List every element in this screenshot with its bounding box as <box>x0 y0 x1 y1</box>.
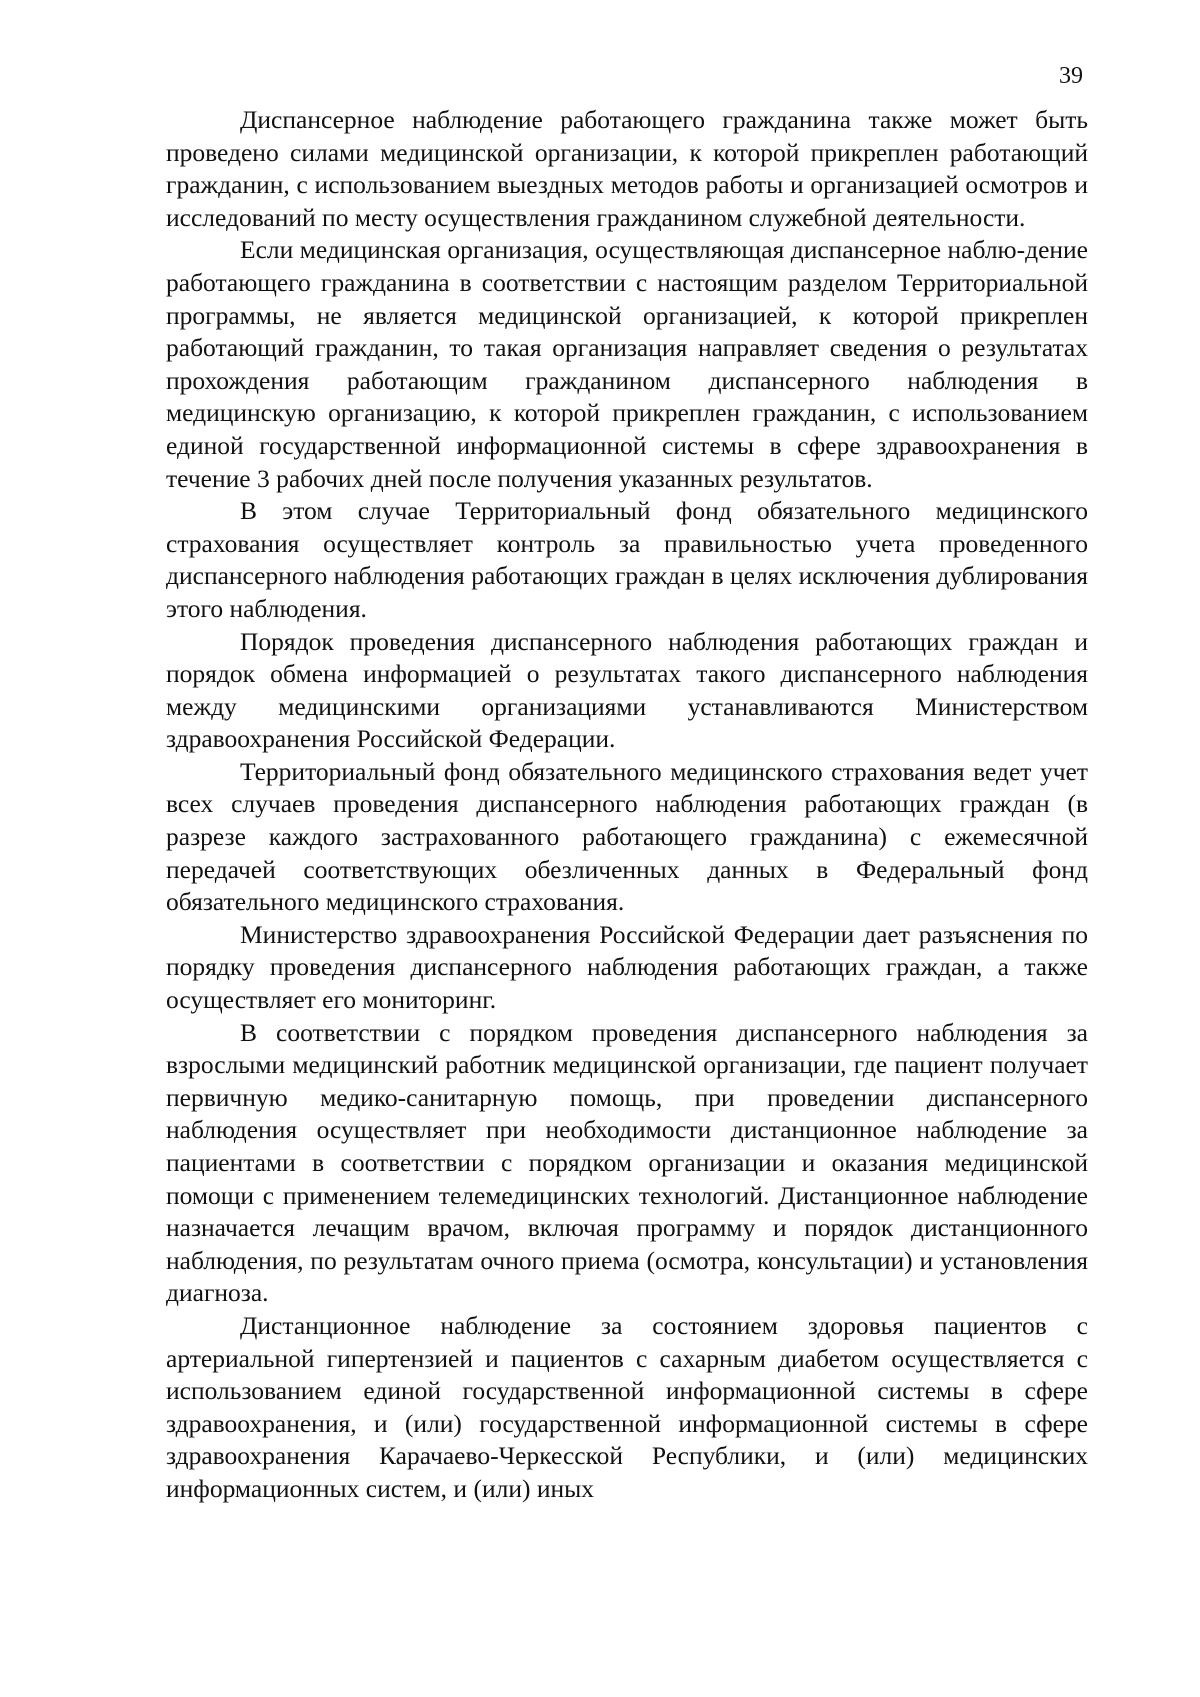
paragraph: Дистанционное наблюдение за состоянием здоровья пациентов с артериальной гипертензией и пациентов с сахарным диабетом осуществляется с использованием единой государственной информационной системы в сфере здравоохранения, и (или) государственной информационной системы в сфере здравоохранения Карачаево-Черкесской Республики, и (или) медицинских информационных систем, и (или) иных <box>166 1310 1088 1503</box>
paragraph: Министерство здравоохранения Российской Федерации дает разъяснения по порядку проведения диспансерного наблюдения работающих граждан, а также осуществляет его мониторинг. <box>166 919 1088 1015</box>
paragraph: Порядок проведения диспансерного наблюдения работающих граждан и порядок обмена информацией о результатах такого диспансерного наблюдения между медицинскими организациями устанавливаются Министерством здравоохранения Российской Федерации. <box>166 626 1088 754</box>
body-text <box>166 104 1088 1506</box>
paragraph: В этом случае Территориальный фонд обязательного медицинского страхования осуществляет контроль за правильностью учета проведенного диспансерного наблюдения работающих граждан в целях исключения дублирования этого наблюдения. <box>166 496 1088 623</box>
paragraph: Диспансерное наблюдение работающего гражданина также может быть проведено силами медицинской организации, к которой прикреплен работающий гражданин, с использованием выездных методов работы и организацией осмотров и исследований по месту осуществления гражданином служебной деятельности. <box>166 105 1088 232</box>
paragraph: Территориальный фонд обязательного медицинского страхования ведет учет всех случаев проведения диспансерного наблюдения работающих граждан (в разрезе каждого застрахованного работающего гражданина) с ежемесячной передачей соответствующих обезличенных данных в Федеральный фонд обязательного медицинского страхования. <box>166 756 1088 917</box>
page-number: 39 <box>1059 63 1083 89</box>
paragraph: В соответствии с порядком проведения диспансерного наблюдения за взрослыми медицинский работник медицинской организации, где пациент получает первичную медико-санитарную помощь, при проведении диспансерного наблюдения осуществляет при необходимости дистанционное наблюдение за пациентами в соответствии с порядком организации и оказания медицинской помощи с применением телемедицинских технологий. Дистанционное наблюдение назначается лечащим врачом, включая программу и порядок дистанционного наблюдения, по результатам очного приема (осмотра, консультации) и установления диагноза. <box>166 1017 1088 1308</box>
paragraph: Если медицинская организация, осуществляющая диспансерное наблю-дение работающего гражданина в соответствии с настоящим разделом Территориальной программы, не является медицинской организацией, к которой прикреплен работающий гражданин, то такая организация направляет сведения о результатах прохождения работающим гражданином диспансерного наблюдения в медицинскую организацию, к которой прикреплен гражданин, с использованием единой государственной информационной системы в сфере здравоохранения в течение 3 рабочих дней после получения указанных результатов. <box>166 235 1088 493</box>
